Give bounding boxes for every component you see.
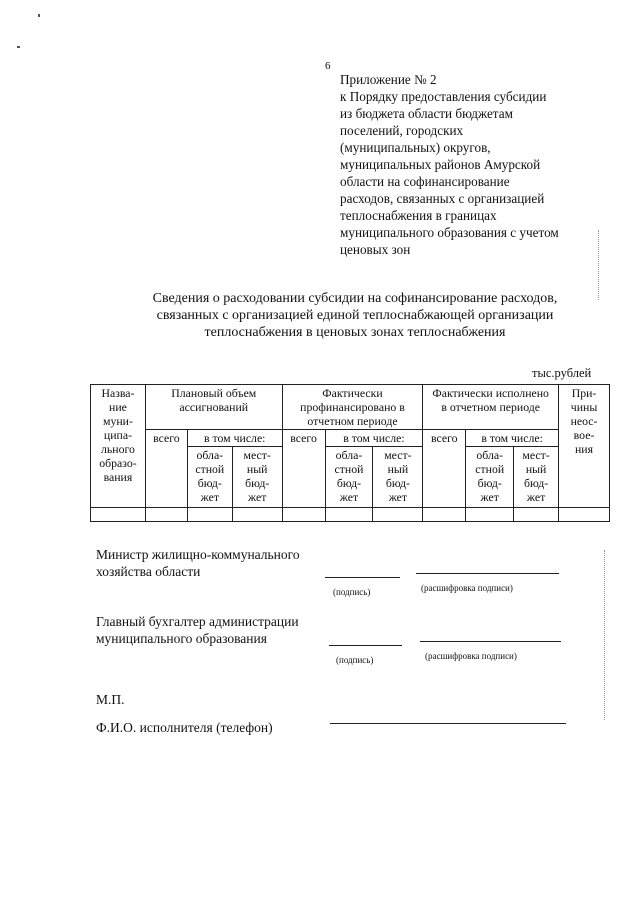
minister-signature-line — [325, 577, 400, 578]
appendix-line: расходов, связанных с организацией — [340, 191, 545, 206]
decoding-caption: (расшифровка подписи) — [421, 583, 513, 593]
stamp-label: М.П. — [96, 692, 125, 707]
appendix-line: теплоснабжения в границах — [340, 208, 497, 223]
scan-speck — [17, 46, 20, 48]
minister-decoding-line — [416, 573, 559, 574]
table-cell — [373, 508, 423, 522]
header-regional: обла- стной бюд- жет — [187, 447, 232, 508]
header-total: всего — [423, 430, 466, 508]
header-regional: обла- стной бюд- жет — [466, 447, 514, 508]
page-number: 6 — [325, 60, 331, 72]
appendix-line: ценовых зон — [340, 242, 411, 257]
accountant-signature-line — [329, 645, 402, 646]
appendix-header — [340, 71, 600, 258]
header-regional: обла- стной бюд- жет — [325, 447, 373, 508]
header-total: всего — [145, 430, 187, 508]
title-line: теплоснабжения в ценовых зонах теплоснабжения — [204, 325, 506, 340]
header-local: мест- ный бюд- жет — [373, 447, 423, 508]
table-cell — [145, 508, 187, 522]
decoding-caption: (расшифровка подписи) — [425, 651, 517, 661]
table-cell — [514, 508, 559, 522]
table-cell — [187, 508, 232, 522]
appendix-line: муниципальных районов Амурской — [340, 157, 541, 172]
header-including: в том числе: — [466, 430, 559, 447]
unit-label: тыс.рублей — [532, 366, 592, 380]
table-row — [91, 508, 610, 522]
accountant-label: Главный бухгалтер администрации муниципального образования — [96, 614, 299, 646]
header-reasons: При- чины неос- вое- ния — [559, 385, 610, 508]
appendix-line: поселений, городских — [340, 123, 464, 138]
header-municipality: Назва- ние муни- ципа- льного образо- вания — [91, 385, 146, 508]
header-total: всего — [282, 430, 325, 508]
document-title — [120, 290, 590, 341]
report-table — [90, 384, 610, 522]
minister-label: Министр жилищно-коммунального хозяйства области — [96, 547, 300, 579]
executor-label: Ф.И.О. исполнителя (телефон) — [96, 720, 273, 735]
title-line: Сведения о расходовании субсидии на софинансирование расходов, — [152, 291, 558, 306]
header-local: мест- ный бюд- жет — [514, 447, 559, 508]
header-executed: Фактически исполнено в отчетном периоде — [423, 385, 559, 430]
table-cell — [325, 508, 373, 522]
appendix-line: (муниципальных) округов, — [340, 140, 491, 155]
appendix-line: к Порядку предоставления субсидии — [340, 89, 547, 104]
title-line: связанных с организацией единой теплоснабжающей организации — [156, 308, 554, 323]
table-cell — [423, 508, 466, 522]
appendix-line: Приложение № 2 — [340, 72, 437, 87]
signature-caption: (подпись) — [336, 655, 374, 665]
signature-caption: (подпись) — [333, 587, 371, 597]
header-local: мест- ный бюд- жет — [232, 447, 282, 508]
header-planned: Плановый объем ассигнований — [145, 385, 282, 430]
scan-speck — [38, 14, 40, 17]
header-financed: Фактически профинансировано в отчетном периоде — [282, 385, 423, 430]
table-cell — [466, 508, 514, 522]
accountant-decoding-line — [420, 641, 561, 642]
table-cell — [91, 508, 146, 522]
scan-edge-marks — [604, 550, 605, 720]
appendix-line: области на софинансирование — [340, 174, 510, 189]
header-including: в том числе: — [187, 430, 282, 447]
appendix-line: муниципального образования с учетом — [340, 225, 559, 240]
table-cell — [232, 508, 282, 522]
appendix-line: из бюджета области бюджетам — [340, 106, 513, 121]
table-cell — [282, 508, 325, 522]
header-including: в том числе: — [325, 430, 423, 447]
executor-line — [330, 723, 566, 724]
table-cell — [559, 508, 610, 522]
